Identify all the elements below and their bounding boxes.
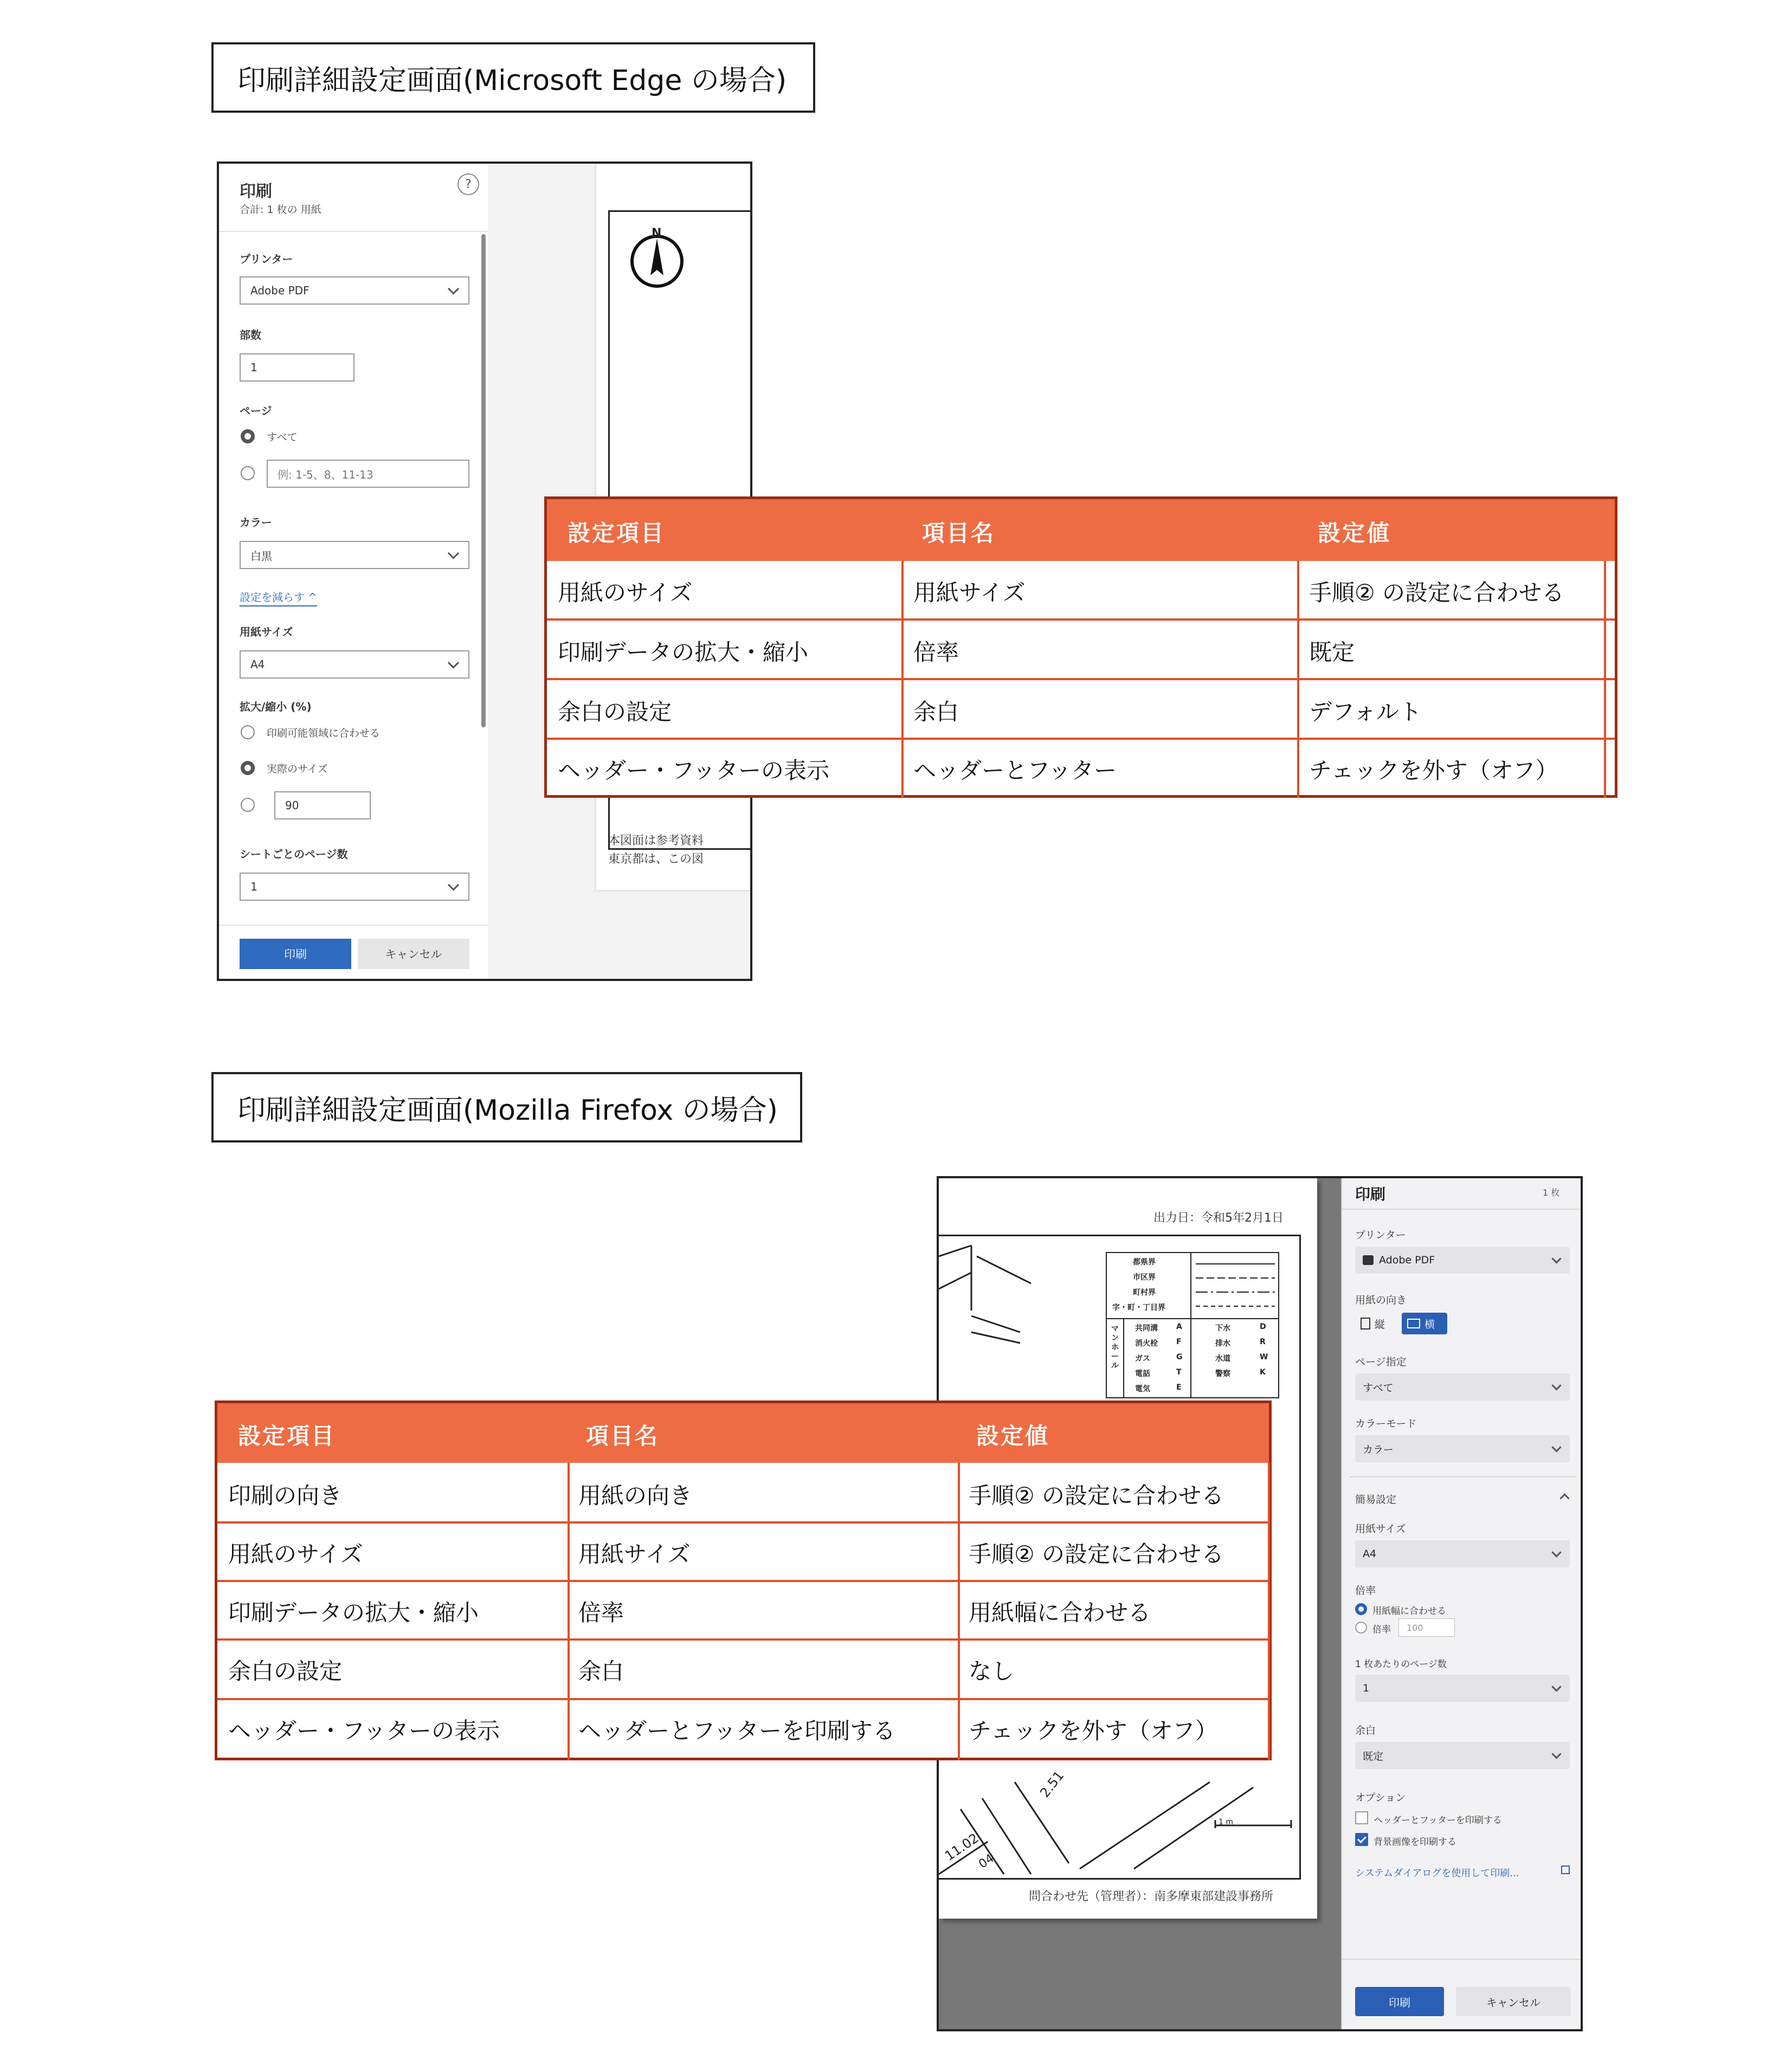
table-cell: 余白	[578, 1658, 624, 1684]
help-icon-glyph: ?	[465, 177, 472, 191]
copies-input[interactable]	[240, 353, 354, 382]
landscape-icon	[1407, 1319, 1420, 1328]
settings-table-firefox	[215, 1400, 1272, 1760]
ff-print-button[interactable]	[1355, 1987, 1444, 2016]
legend-code: G	[1176, 1353, 1183, 1361]
legend-manhole-label: マンホール	[1111, 1325, 1119, 1370]
ff-printer-select[interactable]	[1355, 1247, 1570, 1274]
ff-panel-title: 印刷	[1355, 1185, 1386, 1203]
table-cell: 倍率	[913, 639, 959, 666]
ff-printer-value: Adobe PDF	[1379, 1254, 1435, 1266]
table-cell: 手順② の設定に合わせる	[1309, 579, 1565, 606]
ff-cancel-button[interactable]	[1456, 1987, 1571, 2016]
ff-scale-value: 100	[1407, 1622, 1423, 1633]
legend-code: 下水	[1215, 1324, 1230, 1333]
table-cell: ヘッダーとフッター	[913, 757, 1117, 784]
pages-range-input[interactable]	[267, 460, 469, 488]
pages-label: ページ	[240, 404, 272, 417]
cancel-button-label: キャンセル	[385, 948, 442, 961]
help-icon[interactable]	[457, 173, 479, 195]
headers-footers-checkbox[interactable]	[1355, 1811, 1368, 1824]
ff-orientation-label: 用紙の向き	[1355, 1294, 1407, 1306]
copies-value: 1	[250, 361, 257, 374]
color-select[interactable]	[240, 541, 469, 569]
north-label: N	[652, 227, 662, 240]
chevron-up-icon[interactable]	[1559, 1493, 1569, 1503]
scale-custom-value: 90	[285, 799, 299, 812]
table-cell: 倍率	[578, 1599, 624, 1626]
table-row-divider	[217, 1521, 1269, 1524]
table-cell: 印刷データの拡大・縮小	[558, 639, 809, 666]
table-row-divider	[217, 1580, 1269, 1582]
ff-pages-select[interactable]	[1355, 1373, 1570, 1400]
table-cell: 用紙サイズ	[578, 1541, 691, 1567]
ff-margins-select[interactable]	[1355, 1742, 1570, 1769]
table-col-divider	[1268, 1463, 1270, 1760]
ff-scale-fit-radio[interactable]	[1355, 1603, 1367, 1615]
orientation-landscape-button[interactable]	[1402, 1313, 1447, 1334]
background-images-checkbox[interactable]	[1355, 1833, 1368, 1846]
section-title-firefox	[211, 1072, 802, 1142]
table-cell: 用紙のサイズ	[558, 579, 693, 606]
ff-pages-per-sheet-label: 1 枚あたりのページ数	[1355, 1659, 1447, 1670]
table-cell: チェックを外す（オフ）	[1309, 757, 1558, 784]
table-header	[547, 499, 1615, 561]
legend-code: ガス	[1135, 1354, 1150, 1363]
legend-line-samples	[1196, 1261, 1275, 1313]
ff-options-label: オプション	[1355, 1792, 1406, 1804]
legend-code: 消火栓	[1135, 1339, 1158, 1348]
legend-code: A	[1176, 1322, 1182, 1331]
edge-header-divider	[219, 231, 488, 232]
ff-sheet-count: 1 枚	[1543, 1187, 1560, 1198]
legend-code: 電話	[1135, 1370, 1150, 1378]
ff-pages-per-sheet-select[interactable]	[1355, 1675, 1570, 1702]
portrait-icon	[1361, 1318, 1370, 1329]
ff-paper-size-select[interactable]	[1355, 1540, 1570, 1567]
fewer-settings-link[interactable]: 設定を減らす ^	[240, 589, 317, 606]
legend-code: T	[1176, 1368, 1182, 1377]
table-row-divider	[547, 678, 1615, 680]
table-col-divider	[568, 1463, 570, 1760]
simple-settings-toggle[interactable]: 簡易設定	[1355, 1494, 1397, 1506]
table-cell: なし	[969, 1658, 1015, 1684]
ff-pages-value: すべて	[1363, 1382, 1394, 1394]
ff-print-button-label: 印刷	[1389, 1996, 1410, 2009]
table-cell: 用紙幅に合わせる	[969, 1599, 1151, 1626]
scale-actual-radio[interactable]	[241, 761, 255, 775]
legend-code: R	[1260, 1338, 1266, 1346]
pages-per-sheet-select[interactable]	[240, 873, 469, 901]
printer-icon	[1363, 1255, 1374, 1265]
legend-code: E	[1176, 1383, 1182, 1392]
table-row-divider	[547, 738, 1615, 740]
edge-settings-panel	[219, 164, 488, 979]
ff-paper-size-value: A4	[1363, 1548, 1377, 1560]
table-cell: 余白の設定	[558, 699, 672, 725]
paper-size-select[interactable]	[240, 650, 469, 679]
map-legend	[1106, 1252, 1279, 1398]
pages-all-radio[interactable]	[241, 429, 255, 443]
table-cell: デフォルト	[1309, 699, 1422, 725]
ff-scale-custom-radio[interactable]	[1355, 1622, 1367, 1634]
pages-per-sheet-label: シートごとのページ数	[240, 848, 348, 861]
ff-color-mode-value: カラー	[1363, 1443, 1394, 1456]
chevron-down-icon	[1551, 1442, 1561, 1452]
table-cell: 用紙のサイズ	[228, 1541, 363, 1567]
copies-label: 部数	[240, 328, 261, 341]
printer-label: プリンター	[240, 253, 293, 266]
section-title-firefox-text: 印刷詳細設定画面(Mozilla Firefox の場合)	[237, 1094, 778, 1127]
table-header-cell: 設定値	[1318, 520, 1391, 546]
table-cell: 手順② の設定に合わせる	[969, 1541, 1224, 1567]
print-button[interactable]	[240, 939, 351, 969]
edge-preview-note-2: 東京都は、この図	[608, 853, 704, 866]
external-link-icon	[1561, 1866, 1570, 1874]
ff-cancel-button-label: キャンセル	[1486, 1996, 1540, 2009]
chevron-down-icon	[448, 283, 459, 294]
table-cell: ヘッダー・フッターの表示	[228, 1718, 500, 1744]
table-row-divider	[217, 1698, 1269, 1700]
table-cell: 手順② の設定に合わせる	[969, 1482, 1224, 1509]
table-cell: ヘッダー・フッターの表示	[558, 757, 830, 784]
legend-code: 電気	[1135, 1385, 1150, 1393]
map-dimension: 2.51	[1037, 1768, 1067, 1800]
legend-code: K	[1260, 1368, 1266, 1377]
pages-custom-radio[interactable]	[241, 466, 255, 480]
firefox-settings-panel	[1341, 1178, 1583, 2029]
map-scale-bar-label: 1 m	[1219, 1818, 1233, 1826]
paper-size-value: A4	[250, 658, 265, 671]
table-cell: 余白	[913, 699, 959, 725]
ff-pages-label: ページ指定	[1355, 1356, 1407, 1368]
orientation-portrait-label: 縦	[1375, 1318, 1385, 1331]
legend-divider	[1123, 1318, 1124, 1398]
table-cell: 既定	[1309, 639, 1355, 666]
cancel-button[interactable]	[358, 939, 469, 969]
ff-header-divider	[1342, 1209, 1583, 1210]
table-col-divider	[958, 1463, 960, 1760]
settings-table-edge	[544, 496, 1617, 798]
edge-panel-title: 印刷	[240, 182, 272, 201]
scale-fit-label: 印刷可能領域に合わせる	[267, 727, 381, 739]
chevron-down-icon	[448, 879, 459, 890]
ff-scale-label: 倍率	[1355, 1585, 1376, 1597]
table-header-cell: 項目名	[922, 520, 996, 546]
legend-code: 排水	[1215, 1339, 1230, 1348]
legend-code: 共同溝	[1135, 1324, 1158, 1333]
ff-margins-label: 余白	[1355, 1725, 1376, 1737]
chevron-down-icon	[1551, 1547, 1561, 1557]
legend-code: 水道	[1215, 1354, 1230, 1363]
pages-per-sheet-value: 1	[250, 880, 257, 893]
legend-code: W	[1260, 1353, 1268, 1361]
ff-color-mode-select[interactable]	[1355, 1435, 1570, 1462]
chevron-down-icon	[448, 657, 459, 668]
edge-footer-divider	[219, 925, 488, 926]
legend-boundary: 市区界	[1133, 1273, 1156, 1282]
scale-fit-radio[interactable]	[241, 725, 255, 739]
table-header-cell: 設定項目	[238, 1423, 336, 1449]
ff-margins-value: 既定	[1363, 1750, 1384, 1763]
checkmark-icon	[1357, 1834, 1366, 1843]
table-cell: 用紙サイズ	[913, 579, 1026, 606]
chevron-down-icon	[1551, 1682, 1561, 1692]
legend-boundary: 都県界	[1133, 1258, 1156, 1267]
table-row-divider	[547, 618, 1615, 621]
preview-contact: 問合わせ先（管理者）：南多摩東部建設事務所	[1029, 1890, 1274, 1903]
pages-range-placeholder: 例: 1-5、8、11-13	[278, 468, 373, 481]
map-dimension: 04	[976, 1851, 997, 1871]
table-header-cell: 設定項目	[568, 520, 666, 546]
ff-paper-size-label: 用紙サイズ	[1355, 1523, 1406, 1535]
edge-preview-note-1: 本図面は参考資料	[608, 834, 704, 848]
orientation-portrait-button[interactable]	[1355, 1313, 1398, 1334]
ff-section-divider	[1350, 1476, 1576, 1477]
ff-scale-input[interactable]	[1398, 1618, 1455, 1637]
pages-all-label: すべて	[267, 431, 298, 443]
table-cell: 印刷データの拡大・縮小	[228, 1599, 479, 1626]
edge-sheet-total: 合計: 1 枚の 用紙	[240, 204, 321, 216]
printer-value: Adobe PDF	[250, 284, 310, 297]
legend-code: 警察	[1215, 1370, 1230, 1378]
ff-scale-custom-label: 倍率	[1372, 1624, 1391, 1635]
headers-footers-label: ヘッダーとフッターを印刷する	[1374, 1815, 1502, 1826]
table-cell: ヘッダーとフッターを印刷する	[578, 1718, 896, 1744]
printer-select[interactable]	[240, 276, 469, 305]
table-cell: チェックを外す（オフ）	[969, 1718, 1218, 1744]
ff-printer-label: プリンター	[1355, 1229, 1406, 1241]
background-images-label: 背景画像を印刷する	[1374, 1837, 1456, 1848]
ff-pages-per-sheet-value: 1	[1363, 1682, 1370, 1694]
table-cell: 印刷の向き	[228, 1482, 343, 1509]
section-title-edge	[211, 42, 815, 113]
chevron-down-icon	[448, 547, 459, 559]
table-cell: 余白の設定	[228, 1658, 343, 1684]
table-header	[217, 1403, 1269, 1463]
ff-color-mode-label: カラーモード	[1355, 1418, 1417, 1430]
edge-scrollbar[interactable]	[481, 234, 486, 727]
table-row-divider	[217, 1638, 1269, 1641]
preview-output-date: 出力日：令和5年2月1日	[1153, 1211, 1284, 1225]
legend-boundary: 字・町・丁目界	[1112, 1303, 1165, 1312]
legend-divider	[1107, 1318, 1278, 1319]
chevron-down-icon	[1551, 1380, 1561, 1390]
table-header-cell: 項目名	[586, 1423, 660, 1449]
map-dimension: 11.02	[942, 1830, 982, 1864]
ff-scale-fit-label: 用紙幅に合わせる	[1372, 1606, 1446, 1617]
chevron-down-icon	[1551, 1749, 1561, 1759]
chevron-down-icon	[1551, 1254, 1561, 1263]
section-title-edge-text: 印刷詳細設定画面(Microsoft Edge の場合)	[237, 64, 787, 97]
legend-code: D	[1260, 1322, 1266, 1331]
scale-label: 拡大/縮小 (%)	[240, 700, 312, 713]
orientation-landscape-label: 横	[1424, 1318, 1435, 1331]
legend-divider	[1190, 1253, 1191, 1398]
scale-custom-input[interactable]	[274, 791, 371, 819]
print-button-label: 印刷	[284, 948, 307, 961]
color-label: カラー	[240, 516, 272, 529]
table-header-cell: 設定値	[976, 1423, 1050, 1449]
system-dialog-link[interactable]: システムダイアログを使用して印刷...	[1355, 1868, 1519, 1879]
color-value: 白黒	[250, 549, 272, 563]
scale-actual-label: 実際のサイズ	[267, 763, 328, 775]
table-cell: 用紙の向き	[578, 1482, 693, 1509]
legend-boundary: 町村界	[1133, 1288, 1156, 1297]
scale-custom-radio[interactable]	[241, 798, 255, 812]
legend-code: F	[1176, 1338, 1182, 1346]
paper-size-label: 用紙サイズ	[240, 625, 293, 638]
ff-footer-divider	[1342, 1959, 1583, 1960]
